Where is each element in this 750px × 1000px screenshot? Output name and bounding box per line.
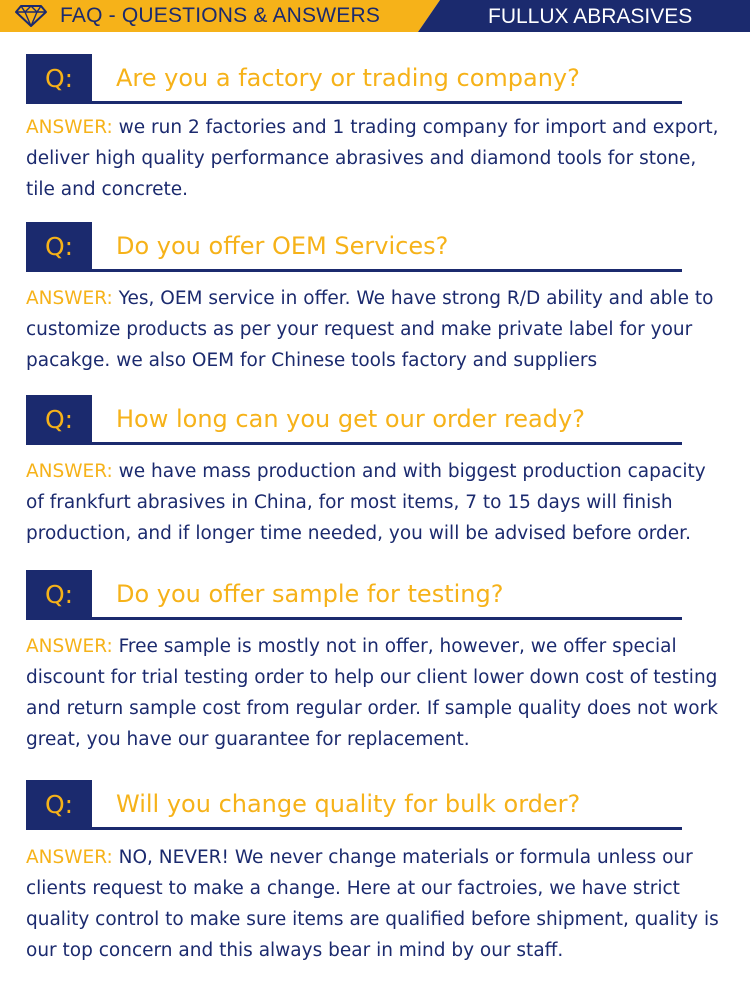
answer-label: ANSWER:	[26, 117, 113, 138]
question-row	[0, 54, 750, 104]
answer-text: NO, NEVER! We never change materials or formula unless our clients request to make a change. Here at our factroies, we have strict quality control to make sure items are qualified before shipment, quality is our top concern and this always bear in mind by our staff.	[26, 847, 719, 961]
question-row	[0, 222, 750, 272]
question-text: Do you offer sample for testing?	[116, 580, 504, 608]
question-badge: Q:	[26, 395, 92, 445]
question-badge: Q:	[26, 222, 92, 272]
question-row	[0, 395, 750, 445]
question-underline	[92, 101, 682, 104]
faq-item	[0, 54, 750, 200]
question-row	[0, 570, 750, 620]
answer-label: ANSWER:	[26, 636, 113, 657]
diamond-icon	[14, 4, 48, 28]
question-text: Do you offer OEM Services?	[116, 232, 449, 260]
answer-paragraph	[26, 112, 726, 205]
question-underline	[92, 442, 682, 445]
question-row	[0, 780, 750, 830]
answer-text: Free sample is mostly not in offer, however, we offer special discount for trial testing order to help our client lower down cost of testing and return sample cost from regular order. If sample quality does not work great, you have our guarantee for replacement.	[26, 636, 718, 750]
page-title: FAQ - QUESTIONS & ANSWERS	[60, 4, 381, 27]
question-underline	[92, 827, 682, 830]
faq-item	[0, 222, 750, 371]
question-text: Are you a factory or trading company?	[116, 64, 580, 92]
faq-item	[0, 780, 750, 961]
question-badge: Q:	[26, 54, 92, 104]
question-badge: Q:	[26, 570, 92, 620]
question-badge: Q:	[26, 780, 92, 830]
question-text: How long can you get our order ready?	[116, 405, 585, 433]
page-header	[0, 0, 750, 32]
answer-text: we run 2 factories and 1 trading company for import and export, deliver high quality performance abrasives and diamond tools for stone, tile and concrete.	[26, 117, 719, 200]
answer-paragraph	[26, 631, 726, 755]
answer-paragraph	[26, 456, 726, 549]
answer-paragraph	[26, 842, 726, 966]
question-underline	[92, 617, 682, 620]
answer-paragraph	[26, 283, 726, 376]
question-underline	[92, 269, 682, 272]
answer-text: Yes, OEM service in offer. We have strong R/D ability and able to customize products as per your request and make private label for your pacakge. we also OEM for Chinese tools factory and suppliers	[26, 288, 714, 371]
brand-name: FULLUX ABRASIVES	[488, 5, 693, 28]
answer-text: we have mass production and with biggest production capacity of frankfurt abrasives in China, for most items, 7 to 15 days will finish production, and if longer time needed, you will be advised before order.	[26, 461, 706, 544]
question-text: Will you change quality for bulk order?	[116, 790, 581, 818]
answer-label: ANSWER:	[26, 847, 113, 868]
answer-label: ANSWER:	[26, 461, 113, 482]
faq-item	[0, 570, 750, 750]
answer-label: ANSWER:	[26, 288, 113, 309]
faq-item	[0, 395, 750, 544]
